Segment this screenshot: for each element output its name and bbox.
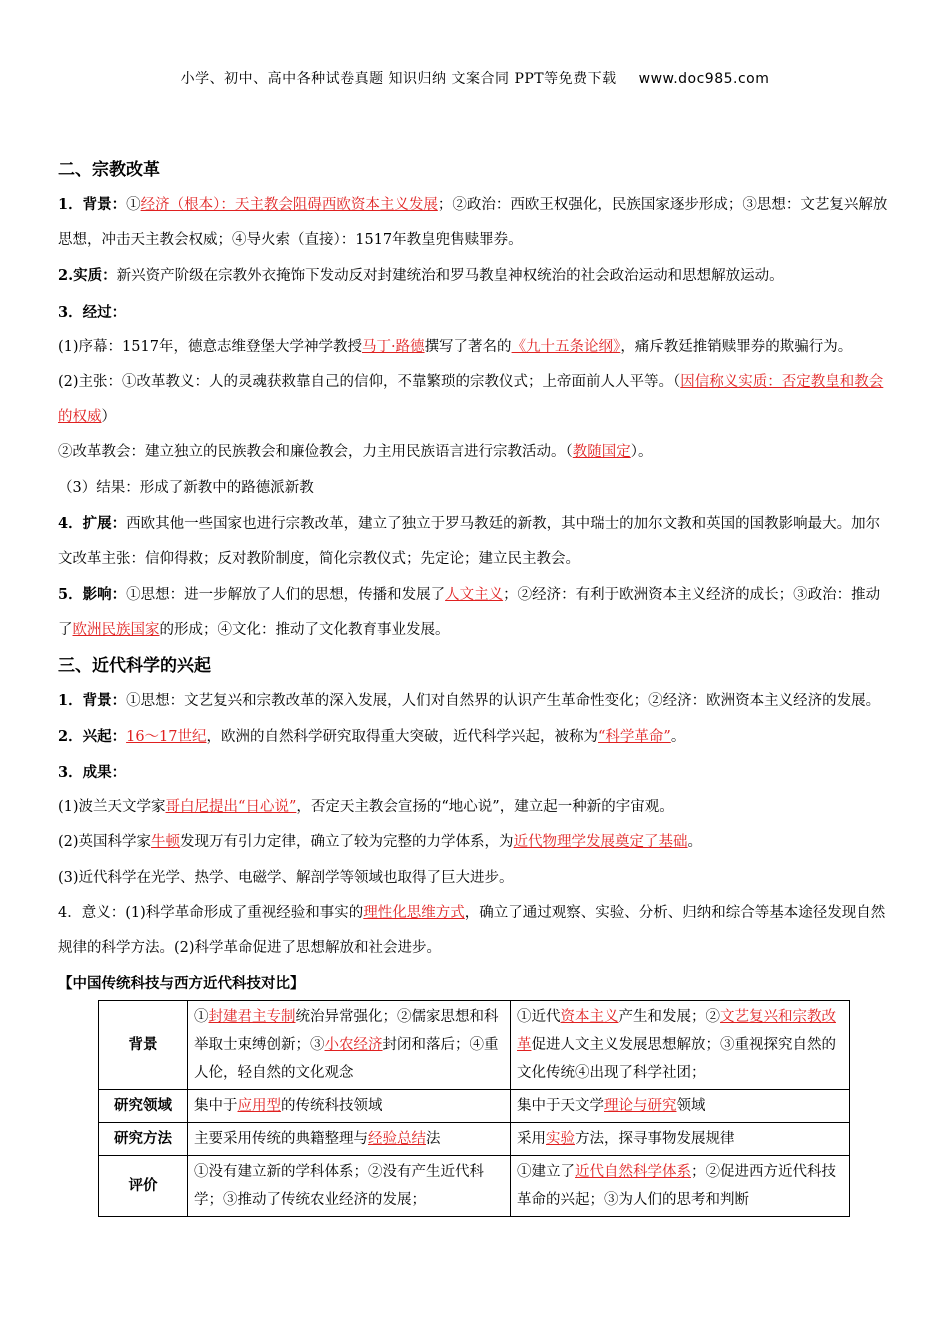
highlight: 教随国定 — [572, 444, 631, 461]
row-head: 评价 — [99, 1156, 188, 1217]
reform-claim — [58, 365, 894, 435]
highlight: 理性化思维方式 — [363, 904, 465, 921]
highlight: 16～17世纪 — [126, 728, 207, 745]
achievement-copernicus — [58, 790, 894, 825]
reform-impact — [58, 577, 894, 648]
text: ） — [101, 409, 116, 426]
science-meaning — [58, 896, 894, 966]
highlight: 因信称义实质：否定教皇和教会的权威 — [58, 374, 884, 426]
text: ，确立了通过观察、实验、分析、归纳和综合等基本途径发现自然规律的科学方法。(2)科学革命促进了思想解放和社会进步。 — [58, 904, 886, 957]
text: 集中于天文学 — [517, 1098, 604, 1115]
highlight: 文艺复兴和宗教改革 — [517, 1009, 836, 1054]
text: 。 — [687, 834, 703, 851]
comparison-table — [98, 1000, 850, 1217]
text: ，欧洲的自然科学研究取得重大突破，近代科学兴起，被称为 — [206, 728, 598, 745]
table-row-background — [99, 1001, 850, 1090]
header-site-link[interactable]: www.doc985.com — [638, 71, 770, 87]
page-header — [0, 68, 950, 88]
science-background — [58, 683, 894, 719]
cell-china — [188, 1123, 511, 1156]
reform-result: （3）结果：形成了新教中的路德派新教 — [58, 479, 314, 496]
text: ①思想：进一步解放了人们的思想，传播和发展了 — [126, 587, 446, 604]
text: 4．意义：(1)科学革命形成了重视经验和事实的 — [58, 904, 364, 921]
label: 2.实质： — [58, 267, 117, 285]
reform-prelude — [58, 330, 894, 365]
highlight: 经验总结 — [368, 1131, 426, 1148]
cell-west — [511, 1090, 850, 1123]
text: ，否定天主教会宣扬的“地心说”，建立起一种新的宇宙观。 — [296, 799, 674, 816]
highlight: 经济（根本）：天主教会阻碍西欧资本主义发展 — [140, 197, 438, 213]
text: ②改革教会：建立独立的民族教会和廉俭教会，力主用民族语言进行宗教活动。（ — [58, 444, 573, 461]
content — [58, 153, 894, 1217]
highlight: 人文主义 — [445, 587, 504, 604]
science-achievement-label: 3．成果： — [58, 764, 127, 782]
highlight: 应用型 — [237, 1098, 281, 1115]
text: (2)主张：①改革教义：人的灵魂获救靠自己的信仰，不靠繁琐的宗教仪式；上帝面前人人平等。（ — [58, 374, 681, 391]
reform-process-label: 3．经过： — [58, 303, 127, 321]
highlight: 马丁·路德 — [361, 338, 425, 355]
text: ① — [194, 1009, 209, 1026]
table-row-field — [99, 1090, 850, 1123]
text: ；②促进西方近代科技革命的兴起；③为人们的思考和判断 — [517, 1164, 836, 1209]
section-title-modern-science: 三、近代科学的兴起 — [58, 655, 211, 676]
highlight: 《九十五条论纲》 — [511, 338, 621, 355]
text: ①近代 — [517, 1009, 561, 1026]
text: ① — [126, 197, 141, 213]
text: 法 — [426, 1131, 441, 1148]
header-text: 小学、初中、高中各种试卷真题 知识归纳 文案合同 PPT等免费下载 — [180, 71, 617, 87]
text: 的传统科技领域 — [281, 1098, 383, 1115]
cell-west — [511, 1123, 850, 1156]
achievement-newton — [58, 825, 894, 860]
text: 领域 — [676, 1098, 706, 1115]
text: 封闭和落后；④重人伦，轻自然的文化观念 — [194, 1037, 499, 1082]
cell-china — [188, 1001, 511, 1090]
text: 新兴资产阶级在宗教外衣掩饰下发动反对封建统治和罗马教皇神权统治的社会政治运动和思想解放运动。 — [116, 268, 784, 285]
text: 。 — [670, 728, 686, 745]
label: 5．影响： — [58, 586, 127, 604]
reform-nature — [58, 258, 894, 294]
text: ，痛斥教廷推销赎罪券的欺骗行为。 — [620, 338, 853, 355]
text: 产生和发展；② — [618, 1009, 720, 1026]
highlight: “科学革命” — [598, 728, 671, 745]
text: 促进人文主义发展思想解放；③重视探究自然的文化传统④出现了科学社团； — [517, 1037, 836, 1082]
text: ；②政治：西欧王权强化，民族国家逐步形成；③思想：文艺复兴解放思想，冲击天主教会权威；④导火索（直接）：1517年教皇兜售赎罪券。 — [58, 197, 888, 249]
label: 1．背景： — [58, 196, 127, 213]
text: 统治异常强化；②儒家思想和科举取士束缚创新；③ — [194, 1009, 499, 1054]
text: ①思想：文艺复兴和宗教改革的深入发展，人们对自然界的认识产生革命性变化；②经济：欧洲资本主义经济的发展。 — [126, 692, 881, 709]
text: 采用 — [517, 1131, 546, 1148]
highlight: 小农经济 — [324, 1037, 383, 1054]
highlight: 近代自然科学体系 — [575, 1164, 691, 1181]
highlight: 牛顿 — [151, 834, 181, 851]
cell-china: ①没有建立新的学科体系；②没有产生近代科学；③推动了传统农业经济的发展； — [188, 1156, 511, 1217]
highlight: 资本主义 — [560, 1009, 619, 1026]
highlight: 哥白尼提出“日心说” — [165, 799, 297, 816]
highlight: 实验 — [546, 1131, 575, 1148]
reform-background — [58, 187, 894, 258]
row-head: 背景 — [99, 1001, 188, 1090]
text: ）。 — [630, 444, 653, 461]
cell-china — [188, 1090, 511, 1123]
text: 西欧其他一些国家也进行宗教改革，建立了独立于罗马教廷的新教，其中瑞士的加尔文教和英国的国教影响最大。加尔文改革主张：信仰得救；反对教阶制度，简化宗教仪式；先定论；建立民主教会。 — [58, 515, 881, 568]
text: 主要采用传统的典籍整理与 — [194, 1131, 368, 1148]
text: 方法，探寻事物发展规律 — [575, 1131, 735, 1148]
label: 2．兴起： — [58, 727, 127, 745]
highlight: 理论与研究 — [604, 1098, 677, 1115]
text: ①建立了 — [517, 1164, 575, 1181]
row-head: 研究领域 — [99, 1090, 188, 1123]
highlight: 欧洲民族国家 — [72, 622, 160, 639]
reform-church — [58, 435, 894, 470]
text: (1)波兰天文学家 — [58, 799, 166, 816]
section-title-religious-reform: 二、宗教改革 — [58, 160, 160, 180]
text: (1)序幕：1517年，德意志维登堡大学神学教授 — [58, 338, 362, 355]
table-row-method — [99, 1123, 850, 1156]
comparison-table-title: 【中国传统科技与西方近代科技对比】 — [58, 975, 305, 993]
text: 撰写了著名的 — [424, 338, 512, 355]
label: 4．扩展： — [58, 514, 127, 532]
highlight: 封建君主专制 — [208, 1009, 296, 1026]
science-rise — [58, 719, 894, 755]
achievement-other-fields: (3)近代科学在光学、热学、电磁学、解剖学等领域也取得了巨大进步。 — [58, 869, 514, 886]
text: (2)英国科学家 — [58, 834, 152, 851]
table-row-evaluation — [99, 1156, 850, 1217]
reform-expand — [58, 506, 894, 577]
text: 发现万有引力定律，确立了较为完整的力学体系，为 — [180, 834, 514, 851]
highlight: 近代物理学发展奠定了基础 — [513, 834, 688, 851]
text: 的形成；④文化：推动了文化教育事业发展。 — [159, 622, 450, 639]
cell-west — [511, 1001, 850, 1090]
text: 集中于 — [194, 1098, 238, 1115]
cell-west — [511, 1156, 850, 1217]
label: 1．背景： — [58, 691, 127, 709]
row-head: 研究方法 — [99, 1123, 188, 1156]
text: ；②经济：有利于欧洲资本主义经济的成长；③政治：推动了 — [58, 587, 881, 639]
